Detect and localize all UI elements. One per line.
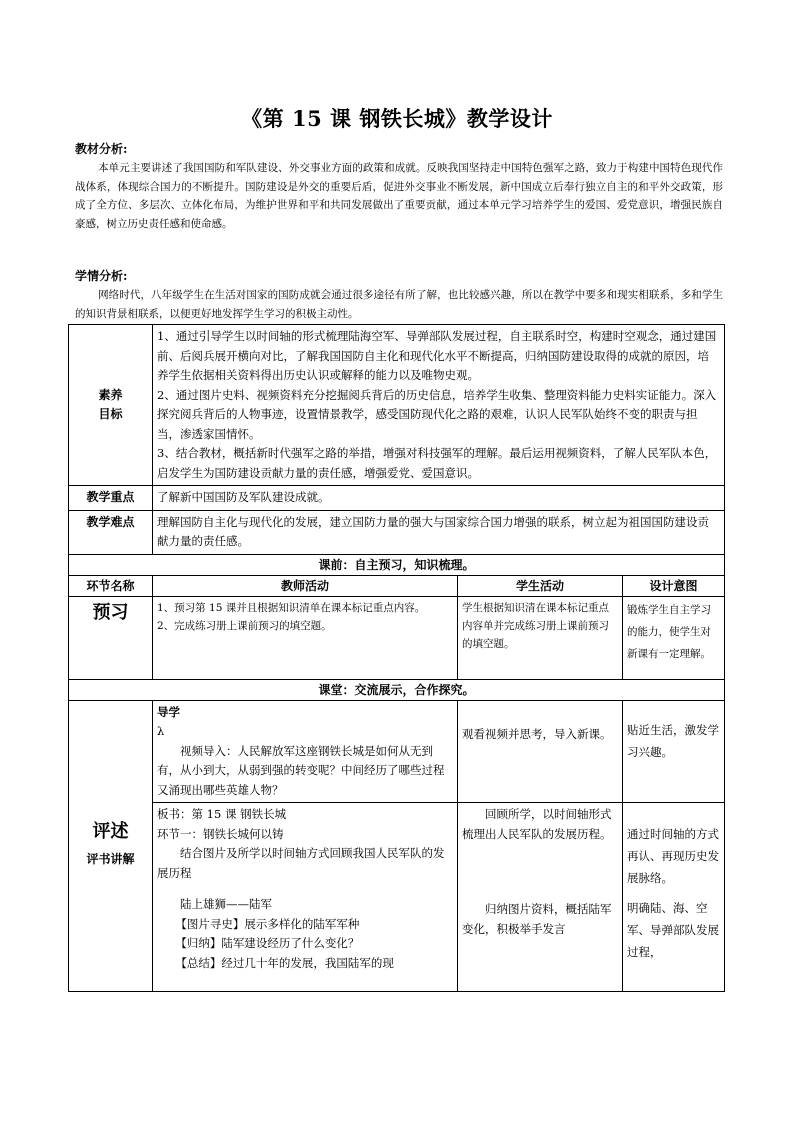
header-intent: 设计意图: [623, 575, 725, 596]
guide-text: 视频导入：人民解放军这座钢铁长城是如何从无到有，从小到大，从弱到强的转变呢？中间经历了哪些过程又涌现出哪些英雄人物？: [157, 743, 445, 797]
key-point-row: [69, 486, 725, 511]
header-stage: 环节名称: [69, 575, 153, 596]
key-point-text: 了解新中国国防及军队建设成就。: [153, 486, 725, 511]
section1-intent-text1: 通过时间轴的方式再认、再现历史发展脉络。: [627, 827, 719, 885]
student-analysis-label: 学情分析:: [75, 269, 128, 283]
section1-intent: [623, 803, 725, 992]
preview-stage: [69, 596, 153, 679]
guide-teacher: [153, 700, 458, 803]
army-title: 陆上雄狮——陆军: [180, 897, 272, 911]
goal-item: 2、通过图片史料、视频资料充分挖掘阅兵背后的历史信息，培养学生收集、整理资料能力史料实证能力。深入探究阅兵背后的人物事迹，设置情景教学，感受国防现代化之路的艰难，认识人民军队始终不变的职责与担当，渗透家国情怀。: [157, 387, 717, 441]
preview-teacher: [153, 596, 458, 679]
guide-row: [69, 700, 725, 803]
goals-row: [69, 325, 725, 486]
material-analysis-text: 本单元主要讲述了我国国防和军队建设、外交事业方面的政策和成就。反映我国坚持走中国特色强军之路，致力于构建中国特色现代作战体系，体现综合国力的不断提升。国防建设是外交的重要后盾，促进外交事业不断发展，新中国成立后奉行独立自主的和平外交政策，形成了全方位、多层次、立体化布局，为维护世界和平和共同发展做出了重要贡献，通过本单元学习培养学生的爱国、爱党意识，增强民族自豪感，树立历史责任感和使命感。: [75, 162, 723, 230]
material-analysis-label: 教材分析:: [75, 142, 128, 156]
section1-text: 结合图片及所学以时间轴方式回顾我国人民军队的发展历程: [157, 846, 445, 880]
army-item: 【图片寻史】展示多样化的陆军军种: [175, 916, 360, 931]
army-item: 【归纳】陆军建设经历了什么变化？: [175, 936, 360, 950]
preview-student: 学生根据知识清在课本标记重点内容单并完成练习册上课前预习的填空题。: [458, 596, 623, 679]
preview-intent: 锻炼学生自主学习的能力，使学生对新课有一定理解。: [623, 596, 725, 679]
preview-row: [69, 596, 725, 679]
key-point-label: 教学重点: [69, 486, 153, 511]
difficulty-label: 教学难点: [69, 510, 153, 554]
difficulty-text: 理解国防自主化与现代化的发展，建立国防力量的强大与国家综合国力增强的联系，树立起为祖国国防建设贡献力量的责任感。: [153, 510, 725, 554]
guide-intent: 贴近生活，激发学习兴趣。: [623, 700, 725, 803]
lecture-stage: [69, 700, 153, 992]
student-analysis-text: 网络时代，八年级学生在生活对国家的国防成就会通过很多途径有所了解，也比较感兴趣，所以在教学中要多和现实相联系，多和学生的知识背景相联系，以便更好地发挥学生学习的积极主动性。: [75, 289, 723, 320]
section1-teacher: [153, 803, 458, 992]
goals-content: [153, 325, 725, 486]
before-class-row: [69, 554, 725, 575]
board-text: 板书：第 15 课 钢铁长城: [157, 807, 287, 821]
difficulty-row: [69, 510, 725, 554]
preview-stage-label: 预习: [92, 601, 129, 623]
goals-label-line2: 目标: [98, 407, 123, 421]
section1-row: [69, 803, 725, 992]
section1-title: 环节一：钢铁长城何以铸: [157, 826, 284, 841]
before-class-banner: 课前：自主预习，知识梳理。: [69, 554, 725, 575]
goal-item: 1、通过引导学生以时间轴的形式梳理陆海空军、导弹部队发展过程，自主联系时空，构建时空观念，通过建国前、后阅兵展开横向对比，了解我国国防自主化和现代化水平不断提高，归纳国防建设取得的成就的原因，培养学生依据相关资料得出历史认识或解释的能力以及唯物史观。: [157, 329, 717, 382]
guide-title: 导学: [157, 704, 180, 719]
army-item: 【总结】经过几十年的发展，我国陆军的现: [175, 955, 394, 970]
header-student: 学生活动: [458, 575, 623, 596]
goals-label: [69, 325, 153, 486]
section1-student-text1: 回顾所学，以时间轴形式梳理出人民军队的发展历程。: [462, 807, 612, 841]
section1-student: [458, 803, 623, 992]
section1-intent-text2: 明确陆、海、空军、导弹部队发展过程，: [627, 901, 719, 959]
page-title: 《第 15 课 钢铁长城》教学设计: [241, 106, 553, 131]
goals-label-line1: 素养: [98, 387, 123, 402]
header-teacher: 教师活动: [153, 575, 458, 596]
in-class-banner: 课堂：交流展示，合作探究。: [69, 679, 725, 700]
preview-teacher-item: 1、预习第 15 课并且根据知识清单在课本标记重点内容。: [157, 601, 426, 614]
lecture-stage-sublabel: 评书讲解: [86, 851, 135, 866]
lesson-plan-table: [68, 324, 725, 992]
column-header-row: [69, 575, 725, 596]
lecture-stage-label: 评述: [92, 821, 129, 843]
goal-item: 3、结合教材，概括新时代强军之路的举措，增强对科技强军的理解。最后运用视频资料，了解人民军队本色，启发学生为国防建设贡献力量的责任感，增强爱党、爱国意识。: [157, 446, 717, 480]
section1-student-text2: 归纳图片资料，概括陆军变化，积极举手发言: [462, 902, 612, 936]
guide-student: 观看视频并思考，导入新课。: [458, 700, 623, 803]
preview-teacher-item: 2、完成练习册上课前预习的填空题。: [157, 619, 332, 632]
guide-mark: λ: [157, 724, 165, 738]
in-class-row: [69, 679, 725, 700]
